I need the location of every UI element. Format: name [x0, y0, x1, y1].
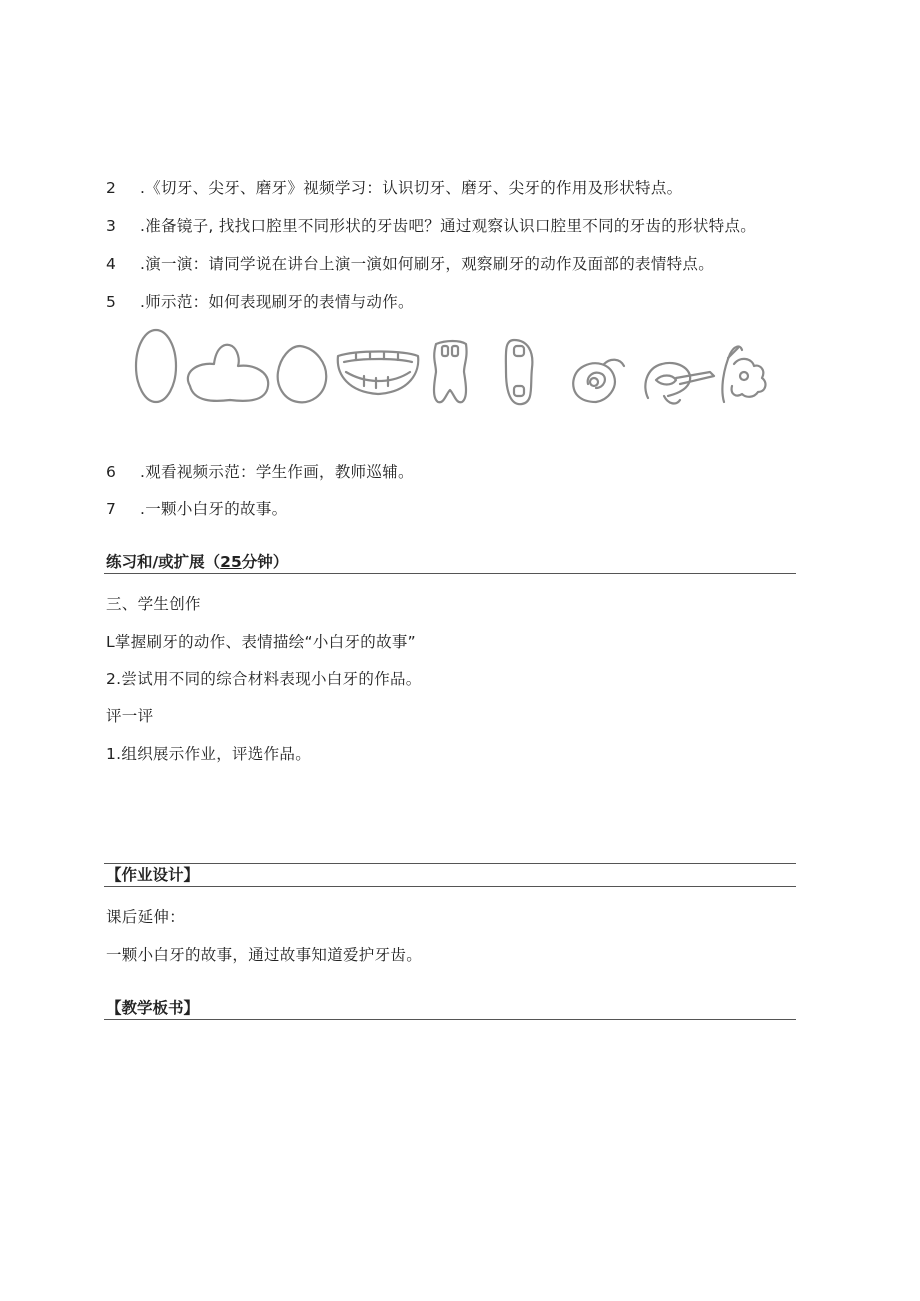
board-divider [104, 1019, 796, 1020]
open-mouth-tooth-drawing [506, 340, 533, 404]
round-shape-drawing [278, 346, 327, 402]
step-4: 4 .演一演：请同学说在讲台上演一演如何刷牙，观察刷牙的动作及面部的表情特点。 [106, 255, 715, 273]
ear-shape-drawing [573, 360, 624, 402]
brushing-face-drawing [645, 363, 714, 404]
practice-line: L掌握刷牙的动作、表情描绘“小白牙的故事” [106, 633, 416, 651]
board-heading: 【教学板书】 [106, 999, 200, 1017]
homework-line: 一颗小白牙的故事，通过故事知道爱护牙齿。 [106, 946, 423, 964]
practice-line: 1.组织展示作业，评选作品。 [106, 745, 311, 763]
practice-line: 三、学生创作 [106, 595, 201, 613]
step-6: 6 .观看视频示范：学生作画，教师巡辅。 [106, 463, 414, 481]
step-2: 2 .《切牙、尖牙、磨牙》视频学习：认识切牙、磨牙、尖牙的作用及形状特点。 [106, 179, 683, 197]
homework-top-divider [104, 863, 796, 864]
molar-tooth-drawing [434, 341, 467, 402]
step-5: 5 .师示范：如何表现刷牙的表情与动作。 [106, 293, 414, 311]
homework-heading: 【作业设计】 [106, 866, 200, 884]
step-3: 3 .准备镜子, 找找口腔里不同形状的牙齿吧？通过观察认识口腔里不同的牙齿的形状特点。 [106, 217, 757, 235]
practice-heading: 练习和/或扩展（25分钟） [106, 553, 289, 571]
practice-line: 2.尝试用不同的综合材料表现小白牙的作品。 [106, 670, 422, 688]
step-7: 7 .一颗小白牙的故事。 [106, 500, 288, 518]
practice-divider [104, 573, 796, 574]
homework-divider [104, 886, 796, 887]
oval-face-drawing [136, 330, 176, 402]
homework-line: 课后延伸： [106, 908, 186, 926]
face-profile-drawing [722, 347, 765, 402]
nose-shape-drawing [188, 345, 268, 401]
smiling-mouth-drawing [338, 352, 418, 395]
practice-line: 评一评 [106, 707, 154, 725]
drawing-examples [120, 328, 780, 410]
